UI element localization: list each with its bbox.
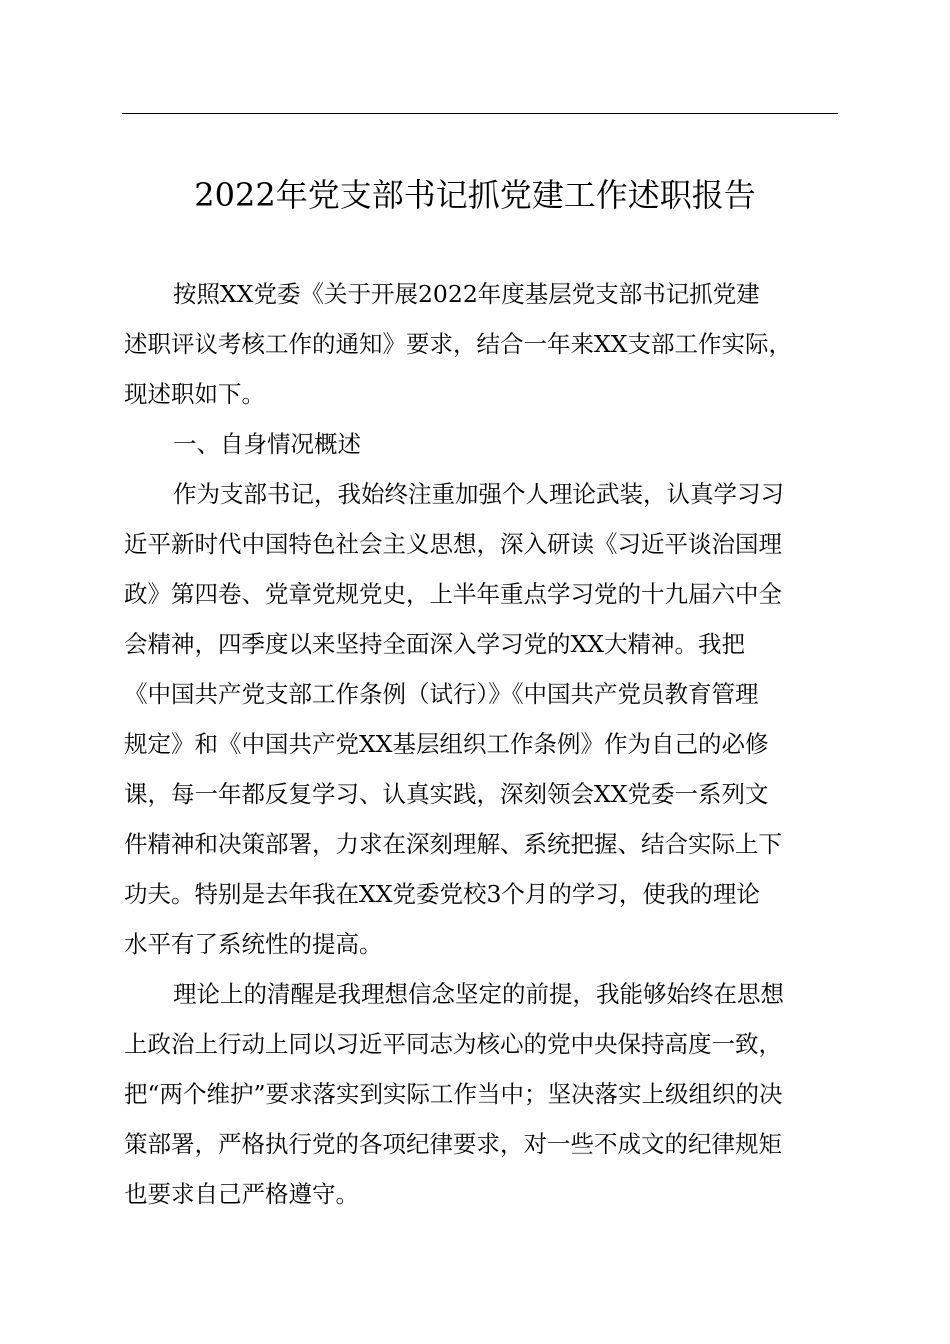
section-heading: 一、自身情况概述 xyxy=(173,430,361,458)
paragraph-line: 也要求自己严格遵守。 xyxy=(124,1180,359,1208)
paragraph-line: 会精神，四季度以来坚持全面深入学习党的XX大精神。我把 xyxy=(124,630,745,658)
paragraph-line: 把“两个维护”要求落实到实际工作当中；坚决落实上级组织的决 xyxy=(124,1080,783,1108)
header-rule xyxy=(122,113,838,114)
paragraph-line: 作为支部书记，我始终注重加强个人理论武装，认真学习习 xyxy=(173,480,784,508)
paragraph-line: 《中国共产党支部工作条例（试行）》《中国共产党员教育管理 xyxy=(124,680,759,708)
paragraph-line: 上政治上行动上同以习近平同志为核心的党中央保持高度一致， xyxy=(124,1030,782,1058)
paragraph-line: 近平新时代中国特色社会主义思想，深入研读《习近平谈治国理 xyxy=(124,530,782,558)
paragraph-line: 按照XX党委《关于开展2022年度基层党支部书记抓党建 xyxy=(173,280,760,308)
document-title: 2022年党支部书记抓党建工作述职报告 xyxy=(194,176,756,214)
paragraph-line: 规定》和《中国共产党XX基层组织工作条例》作为自己的必修 xyxy=(124,730,769,758)
paragraph-line: 理论上的清醒是我理想信念坚定的前提，我能够始终在思想 xyxy=(173,980,784,1008)
paragraph-line: 水平有了系统性的提高。 xyxy=(124,930,383,958)
paragraph-line: 现述职如下。 xyxy=(124,380,265,408)
paragraph-line: 述职评议考核工作的通知》要求，结合一年来XX支部工作实际， xyxy=(124,330,792,358)
paragraph-line: 功夫。特别是去年我在XX党委党校3个月的学习，使我的理论 xyxy=(124,880,760,908)
paragraph-line: 件精神和决策部署，力求在深刻理解、系统把握、结合实际上下 xyxy=(124,830,782,858)
paragraph-line: 政》第四卷、党章党规党史，上半年重点学习党的十九届六中全 xyxy=(124,580,782,608)
paragraph-line: 课，每一年都反复学习、认真实践，深刻领会XX党委一系列文 xyxy=(124,780,769,808)
paragraph-line: 策部署，严格执行党的各项纪律要求，对一些不成文的纪律规矩 xyxy=(124,1130,782,1158)
